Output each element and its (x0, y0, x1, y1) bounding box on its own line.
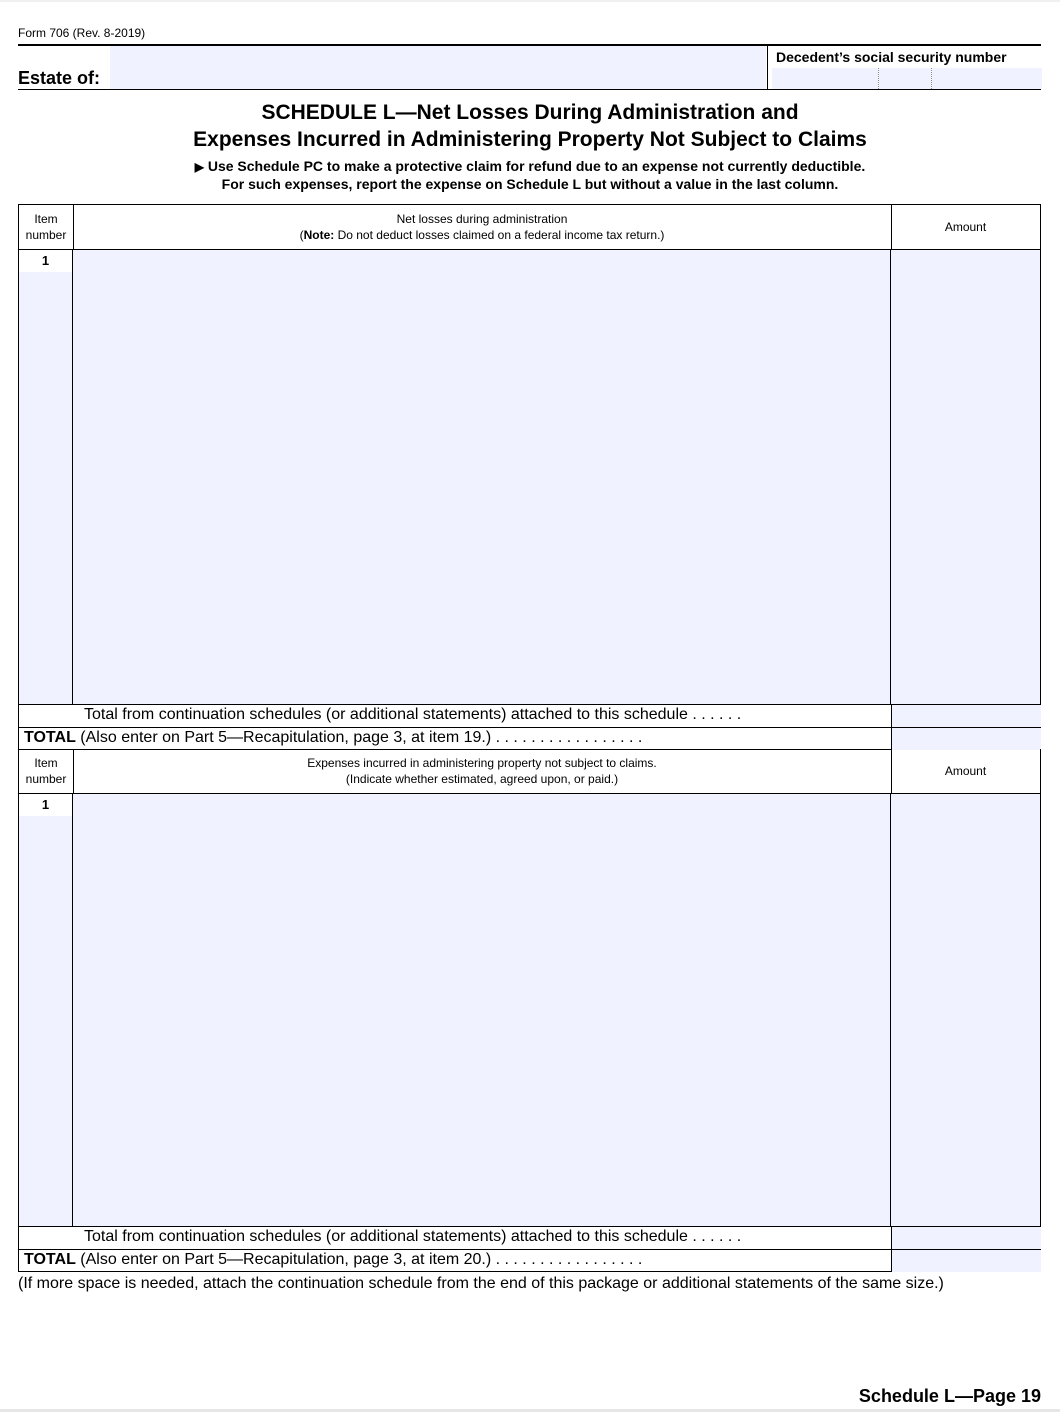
page-top-edge (0, 0, 1060, 2)
header-bottom-rule (18, 89, 1041, 90)
grand-total-amount-input[interactable] (891, 728, 1041, 750)
schedule-title-line-2: Expenses Incurred in Administering Property Not Subject to Claims (193, 128, 867, 151)
total-bold: TOTAL (24, 729, 76, 746)
continuation-total-amount-input[interactable] (891, 705, 1041, 727)
note-open-paren: ( (299, 228, 304, 242)
total-bold: TOTAL (24, 1251, 76, 1268)
expenses-header-row (19, 749, 1040, 794)
ssn-label: Decedent’s social security number (776, 49, 1007, 65)
note-text: Do not deduct losses claimed on a federal income tax return.) (334, 228, 665, 242)
item-header-line-1: Item (34, 212, 58, 226)
amount-header: Amount (944, 220, 987, 234)
schedule-note-line-2: For such expenses, report the expense on Schedule L but without a value in the last column. (221, 176, 839, 192)
continuation-total-label: Total from continuation schedules (or additional statements) attached to this schedule . . . . . . (84, 1228, 742, 1245)
estate-label: Estate of: (18, 68, 101, 88)
description-header-note: (Indicate whether estimated, agreed upon, or paid.) (345, 772, 619, 786)
item-header-line-2: number (25, 228, 67, 242)
schedule-note-text-1: Use Schedule PC to make a protective claim for refund due to an expense not currently deductible. (207, 158, 866, 174)
continuation-total-amount-input[interactable] (891, 1227, 1041, 1249)
item-number-column[interactable] (19, 250, 73, 704)
arrow-icon: ▶ (194, 160, 204, 174)
ssn-input-part-2[interactable] (879, 68, 931, 89)
description-header-title: Expenses incurred in administering property not subject to claims. (307, 756, 657, 770)
amount-entry-area[interactable] (891, 250, 1040, 704)
note-bold-label: Note: (303, 228, 335, 242)
grand-total-label (24, 729, 642, 747)
grand-total-amount-input[interactable] (891, 1250, 1041, 1272)
schedule-title-line-1: SCHEDULE L—Net Losses During Administration and (261, 101, 799, 124)
item-number: 1 (19, 250, 72, 272)
ssn-input-part-1[interactable] (772, 68, 878, 89)
item-header-line-1: Item (34, 756, 58, 770)
item-number-header (19, 205, 74, 249)
continuation-total-row (19, 704, 1040, 727)
item-number-header (19, 749, 74, 793)
form-id: Form 706 (Rev. 8-2019) (18, 26, 146, 40)
continuation-total-label: Total from continuation schedules (or additional statements) attached to this schedule . . . . . . (84, 706, 742, 723)
total-text: (Also enter on Part 5—Recapitulation, page 3, at item 20.) . . . . . . . . . . . . . . . . . (75, 1251, 643, 1268)
description-header-note (73, 227, 891, 243)
description-entry-area[interactable] (73, 794, 891, 1226)
page-number: Schedule L—Page 19 (858, 1386, 1041, 1406)
total-text: (Also enter on Part 5—Recapitulation, page 3, at item 19.) . . . . . . . . . . . . . . . . . (75, 729, 643, 746)
description-entry-area[interactable] (73, 250, 891, 704)
net-losses-table (18, 204, 1041, 750)
estate-name-input[interactable] (110, 46, 766, 89)
description-header (73, 749, 892, 793)
expenses-table (18, 749, 1041, 1272)
amount-header: Amount (944, 764, 987, 778)
item-number-column[interactable] (19, 794, 73, 1226)
ssn-box (767, 46, 1041, 89)
amount-entry-area[interactable] (891, 794, 1040, 1226)
schedule-note-line-1 (0, 158, 1060, 174)
footer-note: (If more space is needed, attach the continuation schedule from the end of this package or additional statements of the same size.) (18, 1275, 944, 1292)
continuation-total-row (19, 1226, 1040, 1249)
description-header (73, 205, 892, 249)
grand-total-row (19, 1249, 1040, 1272)
item-number: 1 (19, 794, 72, 816)
item-header-line-2: number (25, 772, 67, 786)
grand-total-row (19, 727, 1040, 750)
net-losses-header-row (19, 205, 1040, 250)
ssn-input-part-3[interactable] (932, 68, 1042, 89)
grand-total-label (24, 1251, 642, 1269)
description-header-title: Net losses during administration (396, 212, 568, 226)
